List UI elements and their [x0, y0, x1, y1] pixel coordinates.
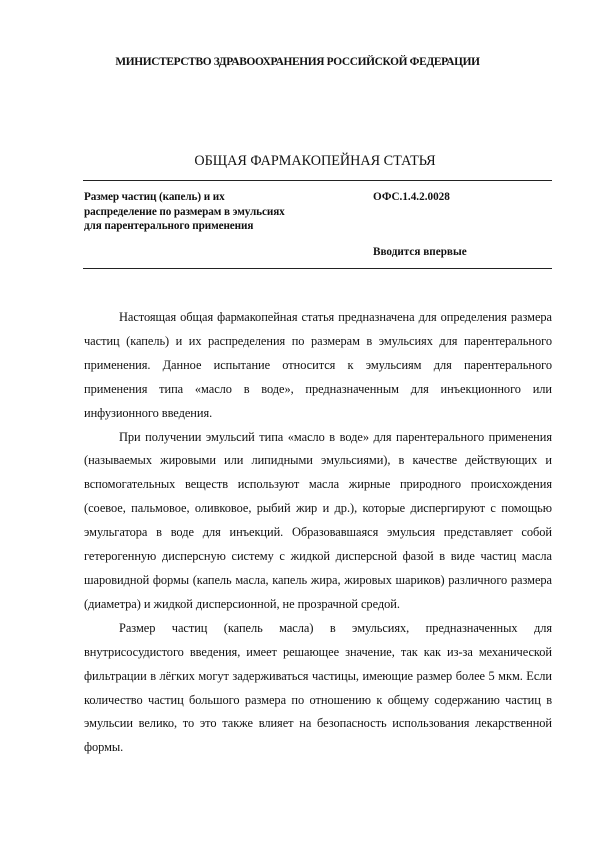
bottom-divider [83, 268, 552, 269]
article-status: Вводится впервые [373, 246, 467, 258]
subject-line: распределение по размерам в эмульсиях [84, 205, 285, 218]
article-body [84, 306, 552, 760]
document-type-title: ОБЩАЯ ФАРМАКОПЕЙНАЯ СТАТЬЯ [194, 153, 436, 169]
subject-line: для парентерального применения [84, 220, 254, 232]
article-code: ОФС.1.4.2.0028 [373, 191, 450, 203]
body-paragraph: Настоящая общая фармакопейная статья предназначена для определения размера частиц (капель) и их распределения по размерам в эмульсиях для парентерального применения. Данное испытание относится к эмульсиям для парентерального применения типа «масло в воде», предназначенным для инъекционного или инфузионного введения. [84, 310, 552, 420]
top-divider [83, 180, 552, 181]
ministry-header: МИНИСТЕРСТВО ЗДРАВООХРАНЕНИЯ РОССИЙСКОЙ ФЕДЕРАЦИИ [115, 56, 480, 68]
body-paragraph: При получении эмульсий типа «масло в воде» для парентерального применения (называемых жировыми или липидными эмульсиями), в качестве действующих и вспомогательных веществ используют масла жирные природного происхождения (соевое, пальмовое, оливковое, рыбий жир и др.), которые диспергируют с помощью эмульгатора в воде для инъекций. Образовавшаяся эмульсия представляет собой гетерогенную дисперсную систему с жидкой дисперсной фазой в виде частиц масла шаровидной формы (капель масла, капель жира, жировых шариков) различного размера (диаметра) и жидкой дисперсионной, не прозрачной средой. [84, 429, 552, 611]
article-subject [84, 190, 364, 234]
subject-line: Размер частиц (капель) и их [84, 191, 225, 203]
body-paragraph: Размер частиц (капель масла) в эмульсиях, предназначенных для внутрисосудистого введения, имеет решающее значение, так как из-за механической фильтрации в лёгких могут задерживаться частицы, имеющие размер более 5 мкм. Если количество частиц большого размера по отношению к общему содержанию частиц в эмульсии велико, то это также влияет на безопасность использования лекарственной формы. [84, 620, 552, 755]
